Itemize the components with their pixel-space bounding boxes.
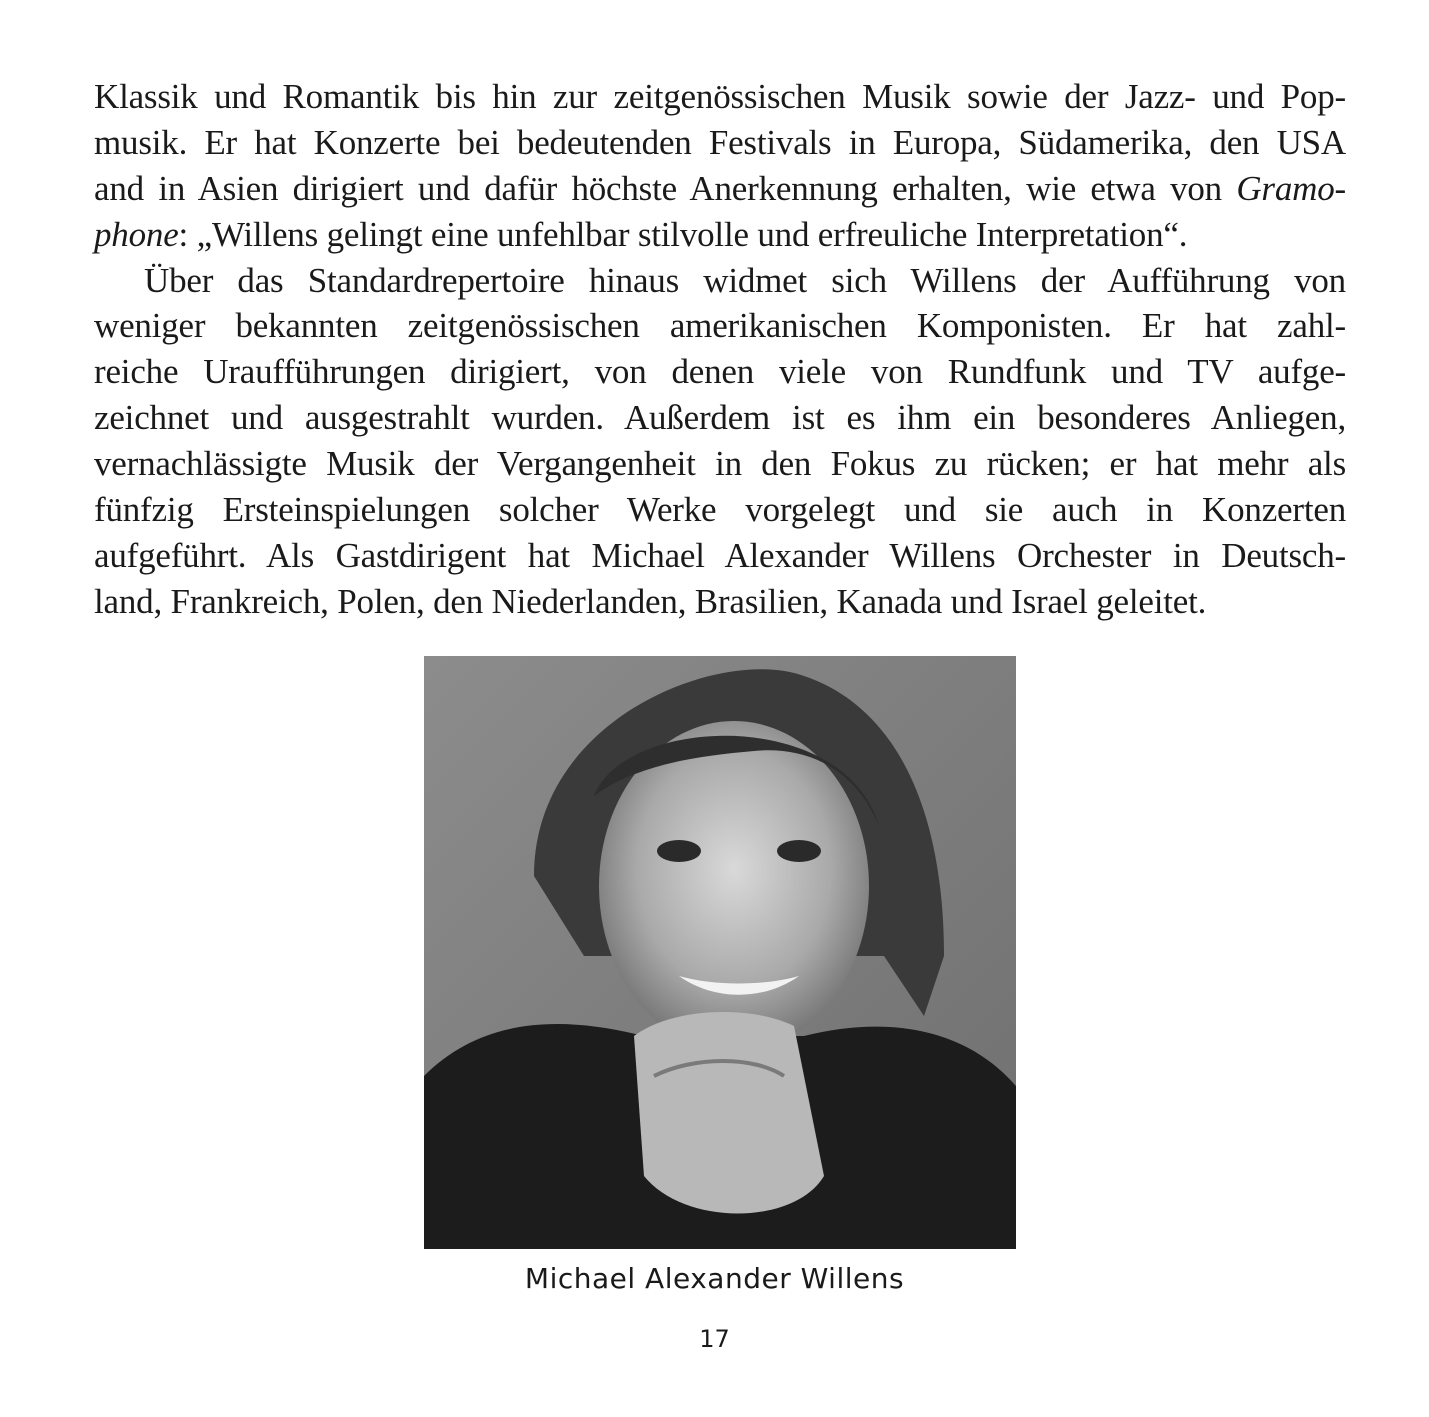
photo-caption: Michael Alexander Willens [524,1262,905,1295]
text-line: weniger bekannten zeitgenössischen amerikanischen Komponisten. Er hat zahl- [94,306,1346,346]
text-line: reiche Uraufführungen dirigiert, von denen viele von Rundfunk und TV aufge- [94,352,1346,392]
text-line: phone: „Willens gelingt eine unfehlbar stilvolle und erfreuliche Interpretation“. [94,214,1188,254]
text-line: musik. Er hat Konzerte bei bedeutenden Festivals in Europa, Südamerika, den USA [94,122,1346,162]
text-line: aufgeführt. Als Gastdirigent hat Michael Alexander Willens Orchester in Deutsch- [94,535,1346,575]
text-line: vernachlässigte Musik der Vergangenheit in den Fokus zu rücken; er hat mehr als [94,444,1346,484]
paragraph-1 [94,74,1346,258]
text-line: and in Asien dirigiert und dafür höchste Anerkennung erhalten, wie etwa von Gramo- [94,168,1346,208]
text-line: zeichnet und ausgestrahlt wurden. Außerdem ist es ihm ein besonderes Anliegen, [94,398,1346,438]
text-line: Klassik und Romantik bis hin zur zeitgenössischen Musik sowie der Jazz- und Pop- [94,77,1346,116]
text-line: Über das Standardrepertoire hinaus widmet sich Willens der Aufführung von [144,260,1346,300]
page-number: 17 [699,1325,730,1353]
italic-title: phone [94,214,179,254]
text-line: land, Frankreich, Polen, den Niederlanden, Brasilien, Kanada und Israel geleitet. [94,581,1207,621]
text-line: fünfzig Ersteinspielungen solcher Werke vorgelegt und sie auch in Konzerten [94,490,1346,530]
italic-title: Gramo- [1236,168,1346,208]
paragraph-2 [94,258,1346,625]
portrait-photo [424,656,1016,1249]
body-text [94,74,1346,625]
